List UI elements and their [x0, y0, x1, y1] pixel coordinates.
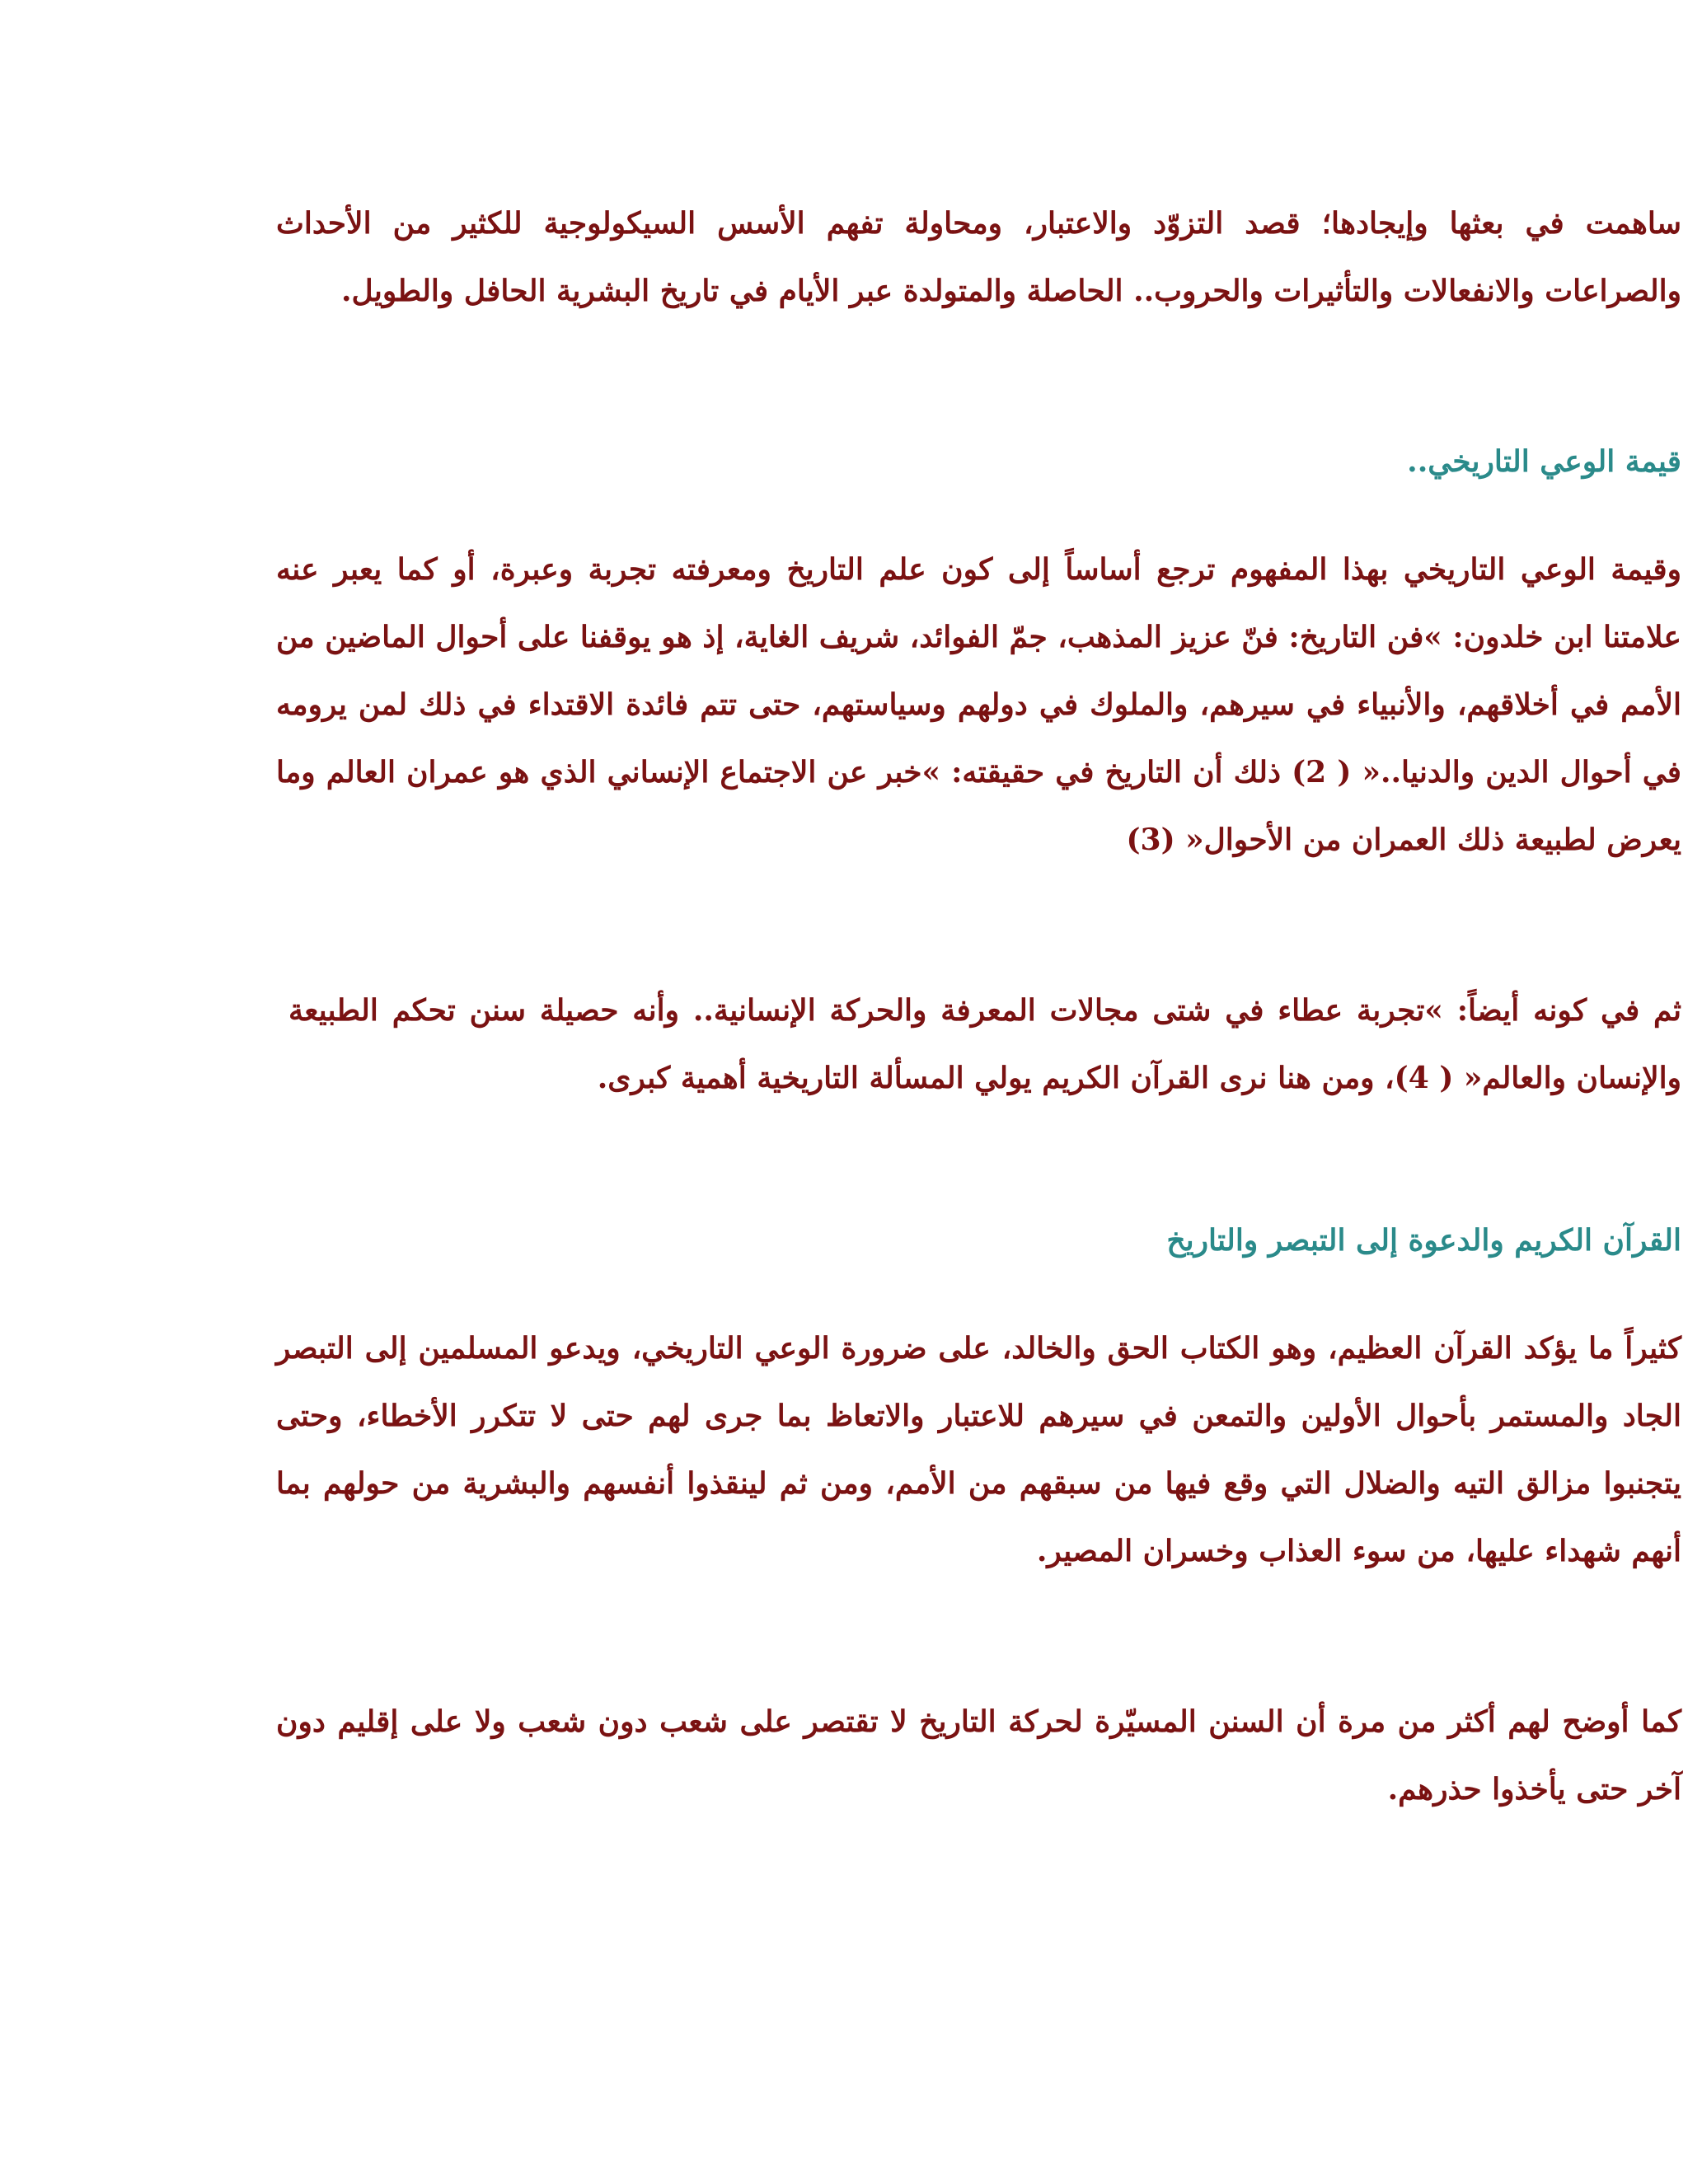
- paragraph-quran-emphasis: كثيراً ما يؤكد القرآن العظيم، وهو الكتاب الحق والخالد، على ضرورة الوعي التاريخي، ويدعو المسلمين إلى التبصر الجاد والمستمر بأحوال الأولين والتمعن في سيرهم للاعتبار والاتعاظ بما جرى لهم حتى لا تتكرر الأخطاء، وحتى يتجنبوا مزالق التيه والضلال التي وقع فيها من سبقهم من الأمم، ومن ثم لينقذوا أنفسهم والبشرية من حولهم بما أنهم شهداء عليها، من سوء العذاب وخسران المصير.: [276, 1331, 1681, 1568]
- heading-value-of-historical-awareness: قيمة الوعي التاريخي..: [1407, 444, 1681, 479]
- paragraph-historical-events: ساهمت في بعثها وإيجادها؛ قصد التزوّد والاعتبار، ومحاولة تفهم الأسس السيكولوجية للكثير من الأحداث والصراعات والانفعالات والتأثيرات والحروب.. الحاصلة والمتولدة عبر الأيام في تاريخ البشرية الحافل والطويل.: [276, 206, 1681, 308]
- heading-quran-and-history: القرآن الكريم والدعوة إلى التبصر والتاريخ: [1166, 1223, 1681, 1258]
- paragraph-experience-of-giving: ثم في كونه أيضاً: »تجربة عطاء في شتى مجالات المعرفة والحركة الإنسانية.. وأنه حصيلة سنن تحكم الطبيعة والإنسان والعالم« ( 4)، ومن هنا نرى القرآن الكريم يولي المسألة التاريخية أهمية كبرى.: [288, 993, 1681, 1095]
- paragraph-ibn-khaldun-quote: وقيمة الوعي التاريخي بهذا المفهوم ترجع أساساً إلى كون علم التاريخ ومعرفته تجربة وعبرة، أو كما يعبر عنه علامتنا ابن خلدون: »فن التاريخ: فنّ عزيز المذهب، جمّ الفوائد، شريف الغاية، إذ هو يوقفنا على أحوال الماضين من الأمم في أخلاقهم، والأنبياء في سيرهم، والملوك في دولهم وسياستهم، حتى تتم فائدة الاقتداء في ذلك لمن يرومه في أحوال الدين والدنيا..« ( 2) ذلك أن التاريخ في حقيقته: »خبر عن الاجتماع الإنساني الذي هو عمران العالم وما يعرض لطبيعة ذلك العمران من الأحوال« (3): [276, 552, 1682, 857]
- paragraph-laws-of-history: كما أوضح لهم أكثر من مرة أن السنن المسيّرة لحركة التاريخ لا تقتصر على شعب دون شعب ولا على إقليم دون آخر حتى يأخذوا حذرهم.: [276, 1704, 1681, 1807]
- document-page: [264, 190, 1681, 2085]
